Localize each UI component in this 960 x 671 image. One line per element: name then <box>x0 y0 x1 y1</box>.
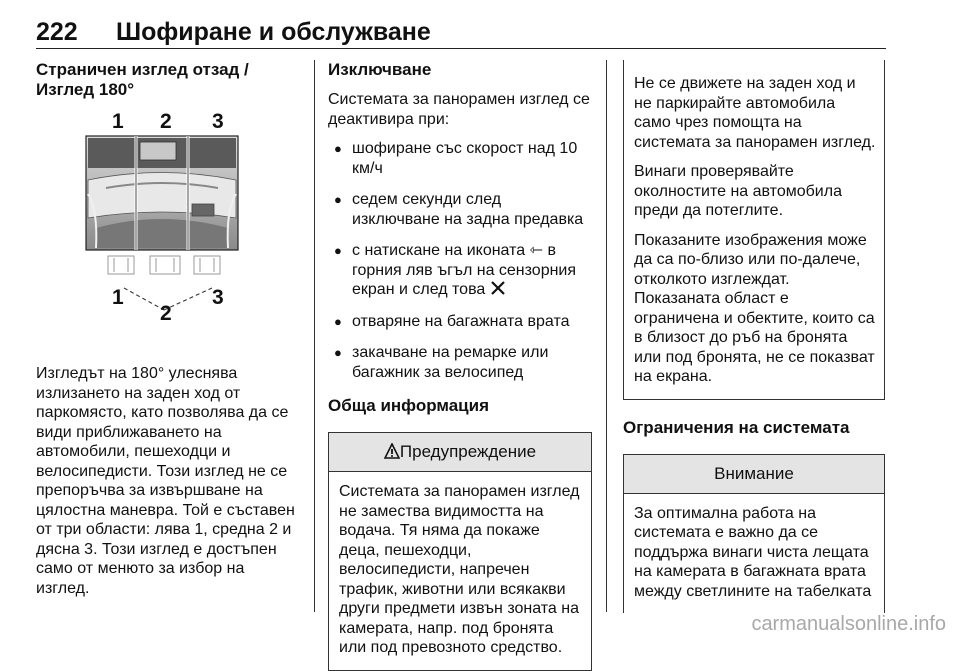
list-item-text: с натискане на иконата ⇽ в горния ляв ъгъл на сензорния екран и след това <box>352 242 577 298</box>
figure-label-bottom-2: 2 <box>160 302 172 325</box>
column-separator-2 <box>606 60 607 612</box>
box-paragraph-2: Винаги проверявайте околностите на автомобила преди да потеглите. <box>634 163 842 219</box>
section-heading-deactivation: Изключване <box>328 60 432 79</box>
column-middle <box>328 60 592 671</box>
camera-view-figure <box>36 110 298 326</box>
box-paragraph-1: Не се движете на заден ход и не паркирайте автомобила само чрез помощта на системата за панорамен изглед. <box>634 75 876 151</box>
close-icon <box>490 280 506 296</box>
list-item <box>328 241 592 300</box>
page-number: 222 <box>36 18 78 46</box>
deactivation-list <box>328 139 592 382</box>
figure-label-bottom-1: 1 <box>112 286 124 309</box>
deactivation-intro: Системата за панорамен изглед се деактивира при: <box>328 91 590 128</box>
watermark: carmanualsonline.info <box>751 613 946 635</box>
section-heading-rear-side-view <box>36 60 298 100</box>
box-paragraph-3: Показаните изображения може да са по-близо или по-далече, отколкото изглеждат. Показаната област е ограничена и обектите, които са в близост до ръб на бронята или под бронята, не се показват на екрана. <box>634 231 875 385</box>
figure-label-top-2: 2 <box>160 110 172 133</box>
warning-title-text: Предупреждение <box>399 442 537 461</box>
notice-box <box>623 454 885 614</box>
list-item: ● отваряне на багажната врата <box>328 312 592 332</box>
list-item: ● шофиране със скорост над 10 км/ч <box>328 139 592 178</box>
warning-icon <box>384 443 400 459</box>
heading-line-2: Изглед 180° <box>36 80 135 99</box>
warning-box-continued <box>623 60 885 400</box>
warning-title <box>329 433 591 472</box>
page-title: Шофиране и обслужване <box>116 18 431 46</box>
list-item: ● седем секунди след изключване на задна предавка <box>328 190 592 229</box>
section-heading-general-info: Обща информация <box>328 396 489 415</box>
column-separator-1 <box>314 60 315 612</box>
figure-label-bottom-3: 3 <box>212 286 224 309</box>
figure-label-top-1: 1 <box>112 110 124 133</box>
section-heading-system-limits: Ограничения на системата <box>623 417 850 437</box>
warning-box <box>328 432 592 671</box>
column-right <box>623 60 885 613</box>
header-rule <box>36 48 886 49</box>
figure-label-top-3: 3 <box>212 110 224 133</box>
rear-camera-image <box>36 110 298 326</box>
list-item: ● закачване на ремарке или багажник за велосипед <box>328 343 592 382</box>
page-header <box>36 14 886 50</box>
warning-text: Системата за панорамен изглед не замества видимостта на водача. Тя няма да покаже деца, пешеходци, велосипедисти, напречен трафик, животни или всякакви други предмети извън зоната на камерата, напр. под бронята или под превозното средство. <box>339 483 580 656</box>
heading-line-1: Страничен изглед отзад / <box>36 60 249 79</box>
notice-text: За оптимална работа на системата е важно да се поддържа винаги чиста лещата на камерата в багажната врата между светлините на табелката <box>634 504 872 600</box>
notice-title: Внимание <box>624 455 884 494</box>
body-text-180-view: Изгледът на 180° улеснява излизането на заден ход от паркомясто, като позволява да се види приближаването на автомобили, пешеходци и велосипедисти. Този изглед не се препоръчва за извършване на цялостна маневра. Той е съставен от три области: лява 1, средна 2 и дясна 3. Този изглед е достъпен само от менюто за избор на изглед. <box>36 365 295 597</box>
